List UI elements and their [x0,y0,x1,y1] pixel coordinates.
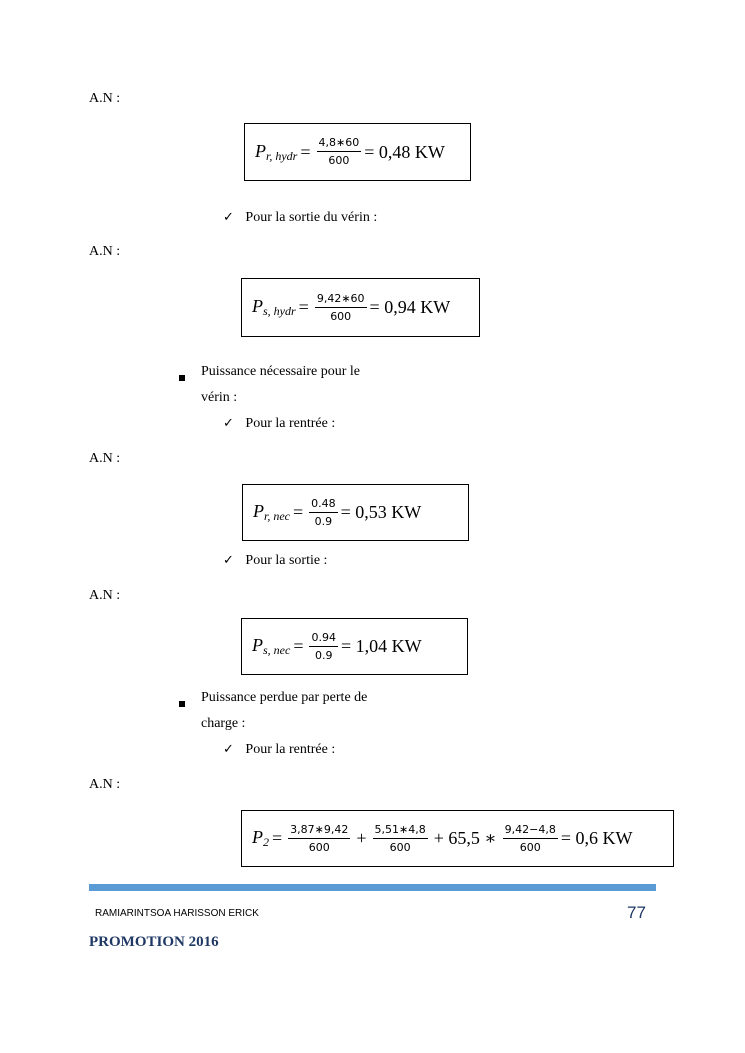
page-number: 77 [627,903,646,922]
fraction-denominator: 600 [389,840,411,854]
check-item-label: Pour la rentrée : [245,416,336,431]
check-mark-icon: ✓ [223,553,234,568]
fraction [309,632,338,662]
bullet-text-line2: vérin : [201,390,238,405]
fraction [373,824,428,854]
square-bullet-icon [179,368,185,386]
bullet-text-line1: Puissance perdue par perte de [201,690,368,705]
equation-lhs: $P_{s, nec}$ [252,635,291,657]
fraction-numerator: 0.48 [309,498,338,513]
check-mark-icon: ✓ [223,210,234,225]
equation-result: = 0,94 KW [369,297,451,317]
equation-result: = 0,53 KW [340,502,422,522]
check-item-label: Pour la rentrée : [245,742,336,757]
an-label: A.N : [89,588,121,603]
equals-sign: = [300,141,311,162]
fraction [309,498,338,528]
equation-box-p-r-nec [242,484,469,541]
equals-sign: = [293,636,304,656]
square-bullet-icon [179,694,185,712]
footer-divider-bar [89,884,656,891]
fraction-numerator: 5,51∗4,8 [373,824,428,839]
check-item-label: Pour la sortie du vérin : [245,210,378,225]
equation-lhs: $P_{s, hydr}$ [252,296,296,318]
an-label: A.N : [89,451,121,466]
equation-result: = 1,04 KW [340,636,422,656]
footer-promotion: PROMOTION 2016 [89,934,219,950]
fraction-numerator: 9,42−4,8 [503,824,558,839]
fraction [288,824,350,854]
fraction-denominator: 600 [308,840,330,854]
fraction-numerator: 3,87∗9,42 [288,824,350,839]
fraction-denominator: 600 [519,840,541,854]
an-label: A.N : [89,91,121,106]
fraction-numerator: 9,42∗60 [315,293,367,308]
equation-box-p-s-hydr [241,278,480,337]
equation-middle-term: + 65,5 ∗ [433,828,497,848]
check-item [223,742,335,758]
equals-sign: = [293,502,304,522]
plus-sign: + [356,828,367,848]
equation-result: = 0,6 KW [560,828,633,848]
equation-box-p-s-nec [241,618,468,675]
fraction-denominator: 0.9 [314,648,333,662]
equation-box-p2 [241,810,674,867]
an-label: A.N : [89,777,121,792]
equation-lhs: $P_{r, hydr}$ [255,140,298,163]
fraction [315,293,367,323]
fraction-denominator: 0.9 [314,514,333,528]
check-item-label: Pour la sortie : [245,553,328,568]
check-item [223,210,377,226]
fraction [503,824,558,854]
fraction [317,137,362,167]
fraction-denominator: 600 [330,309,352,323]
equation-lhs: $P_{r, nec}$ [253,501,290,523]
equals-sign: = [298,297,309,317]
fraction-numerator: 0.94 [309,632,338,647]
equation-box-p-r-hydr [244,123,471,181]
check-item [223,553,327,569]
an-label: A.N : [89,244,121,259]
footer-author: RAMIARINTSOA HARISSON ERICK [95,908,259,919]
check-mark-icon: ✓ [223,416,234,431]
equation-lhs: $P_2$ [252,827,269,849]
bullet-text-line1: Puissance nécessaire pour le [201,364,360,379]
check-item [223,416,335,432]
equation-result: = 0,48 KW [364,141,445,162]
fraction-numerator: 4,8∗60 [317,137,362,152]
bullet-text-line2: charge : [201,716,246,731]
check-mark-icon: ✓ [223,742,234,757]
equals-sign: = [272,828,283,848]
fraction-denominator: 600 [328,154,350,167]
